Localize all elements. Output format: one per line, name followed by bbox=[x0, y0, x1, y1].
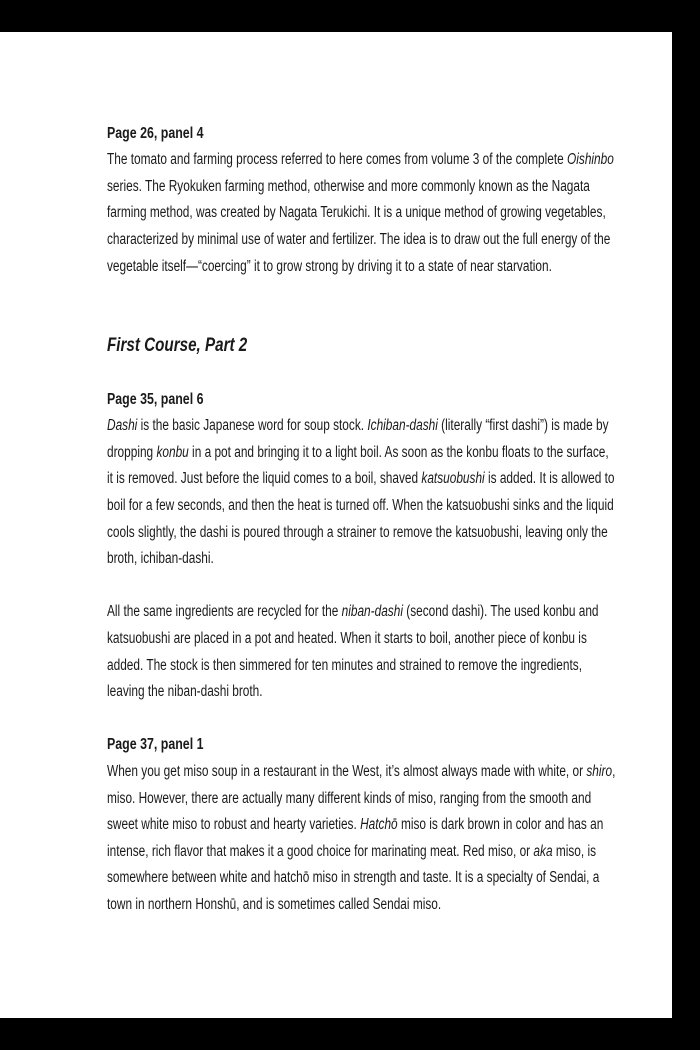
note-heading: Page 37, panel 1 bbox=[107, 736, 204, 754]
paragraph bbox=[107, 147, 647, 280]
text-segment: in a pot and bringing it to a light boil. As soon as the konbu floats to the surface, bbox=[188, 443, 609, 461]
text-line bbox=[107, 546, 520, 573]
text-segment: The tomato and farming process referred to here comes from volume 3 of the complete bbox=[107, 151, 568, 169]
text-segment: is added. It is allowed to bbox=[484, 470, 615, 488]
spacer bbox=[107, 573, 647, 600]
italic-term: niban-dashi bbox=[341, 603, 403, 621]
paragraph bbox=[107, 599, 647, 705]
text-segment: cools slightly, the dashi is poured through a strainer to remove the katsuobushi, leaving only the bbox=[107, 523, 608, 541]
text-segment: miso, is bbox=[552, 842, 597, 860]
text-segment: vegetable itself—“coercing” it to grow strong by driving it to a state of near starvation. bbox=[107, 257, 552, 275]
text-segment: All the same ingredients are recycled for the bbox=[107, 603, 342, 621]
text-segment: town in northern Honshū, and is sometimes called Sendai miso. bbox=[107, 895, 442, 913]
text-line bbox=[107, 679, 520, 706]
text-segment: intense, rich flavor that makes it a good choice for marinating meat. Red miso, or bbox=[107, 842, 534, 860]
italic-term: Dashi bbox=[107, 417, 138, 435]
italic-term: aka bbox=[533, 842, 553, 860]
section-title: First Course, Part 2 bbox=[107, 335, 248, 357]
text-line bbox=[107, 520, 608, 547]
text-segment: somewhere between white and hatchō miso in strength and taste. It is a specialty of Sendai, a bbox=[107, 869, 600, 887]
text-segment: dropping bbox=[107, 443, 157, 461]
text-segment: farming method, was created by Nagata Terukichi. It is a unique method of growing vegetables, bbox=[107, 204, 606, 222]
text-line bbox=[107, 599, 599, 626]
note-heading: Page 35, panel 6 bbox=[107, 390, 204, 408]
spacer bbox=[107, 280, 647, 333]
text-line bbox=[107, 786, 592, 813]
italic-term: Hatchō bbox=[360, 816, 398, 834]
text-line bbox=[107, 227, 611, 254]
text-segment: katsuobushi are placed in a pot and heated. When it starts to boil, another piece of konbu is bbox=[107, 629, 587, 647]
italic-term: Ichiban-dashi bbox=[367, 417, 438, 435]
text-line bbox=[107, 759, 616, 786]
text-segment: sweet white miso to robust and hearty varieties. bbox=[107, 816, 361, 834]
text-line bbox=[107, 200, 606, 227]
text-segment: added. The stock is then simmered for ten minutes and strained to remove the ingredients, bbox=[107, 656, 583, 674]
document-page bbox=[0, 32, 672, 1018]
text-line bbox=[107, 653, 583, 680]
text-line bbox=[107, 413, 609, 440]
text-segment: miso. However, there are actually many different kinds of miso, ranging from the smooth and bbox=[107, 789, 592, 807]
text-segment: (second dashi). The used konbu and bbox=[402, 603, 599, 621]
italic-term: shiro bbox=[586, 762, 613, 780]
text-segment: series. The Ryokuken farming method, otherwise and more commonly known as the Nagata bbox=[107, 177, 590, 195]
text-line bbox=[107, 812, 604, 839]
paragraph bbox=[107, 759, 647, 919]
text-segment: miso is dark brown in color and has an bbox=[397, 816, 604, 834]
text-segment: When you get miso soup in a restaurant in the West, it’s almost always made with white, or bbox=[107, 762, 587, 780]
text-line bbox=[107, 174, 590, 201]
page-content bbox=[107, 121, 647, 919]
text-segment: leaving the niban-dashi broth. bbox=[107, 683, 263, 701]
italic-term: konbu bbox=[156, 443, 189, 461]
text-line bbox=[107, 626, 587, 653]
text-segment: characterized by minimal use of water and fertilizer. The idea is to draw out the full energy of the bbox=[107, 231, 611, 249]
text-segment: , bbox=[612, 762, 616, 780]
text-segment: it is removed. Just before the liquid comes to a boil, shaved bbox=[107, 470, 422, 488]
text-segment: boil for a few seconds, and then the heat is turned off. When the katsuobushi sinks and the liquid bbox=[107, 497, 614, 514]
spacer bbox=[107, 360, 647, 387]
text-line bbox=[107, 493, 614, 520]
text-segment: is the basic Japanese word for soup stock. bbox=[137, 417, 368, 435]
text-line bbox=[107, 440, 609, 467]
spacer bbox=[107, 706, 647, 733]
text-line bbox=[107, 839, 597, 866]
text-line bbox=[107, 254, 552, 281]
italic-term: katsuobushi bbox=[421, 470, 485, 488]
italic-term: Oishinbo bbox=[567, 151, 614, 169]
note-heading: Page 26, panel 4 bbox=[107, 124, 204, 142]
text-line bbox=[107, 466, 615, 493]
text-segment: (literally “first dashi”) is made by bbox=[437, 417, 609, 435]
text-line bbox=[107, 892, 520, 919]
paragraph bbox=[107, 413, 647, 573]
text-line bbox=[107, 147, 614, 174]
text-segment: broth, ichiban-dashi. bbox=[107, 550, 214, 568]
text-line bbox=[107, 865, 600, 892]
